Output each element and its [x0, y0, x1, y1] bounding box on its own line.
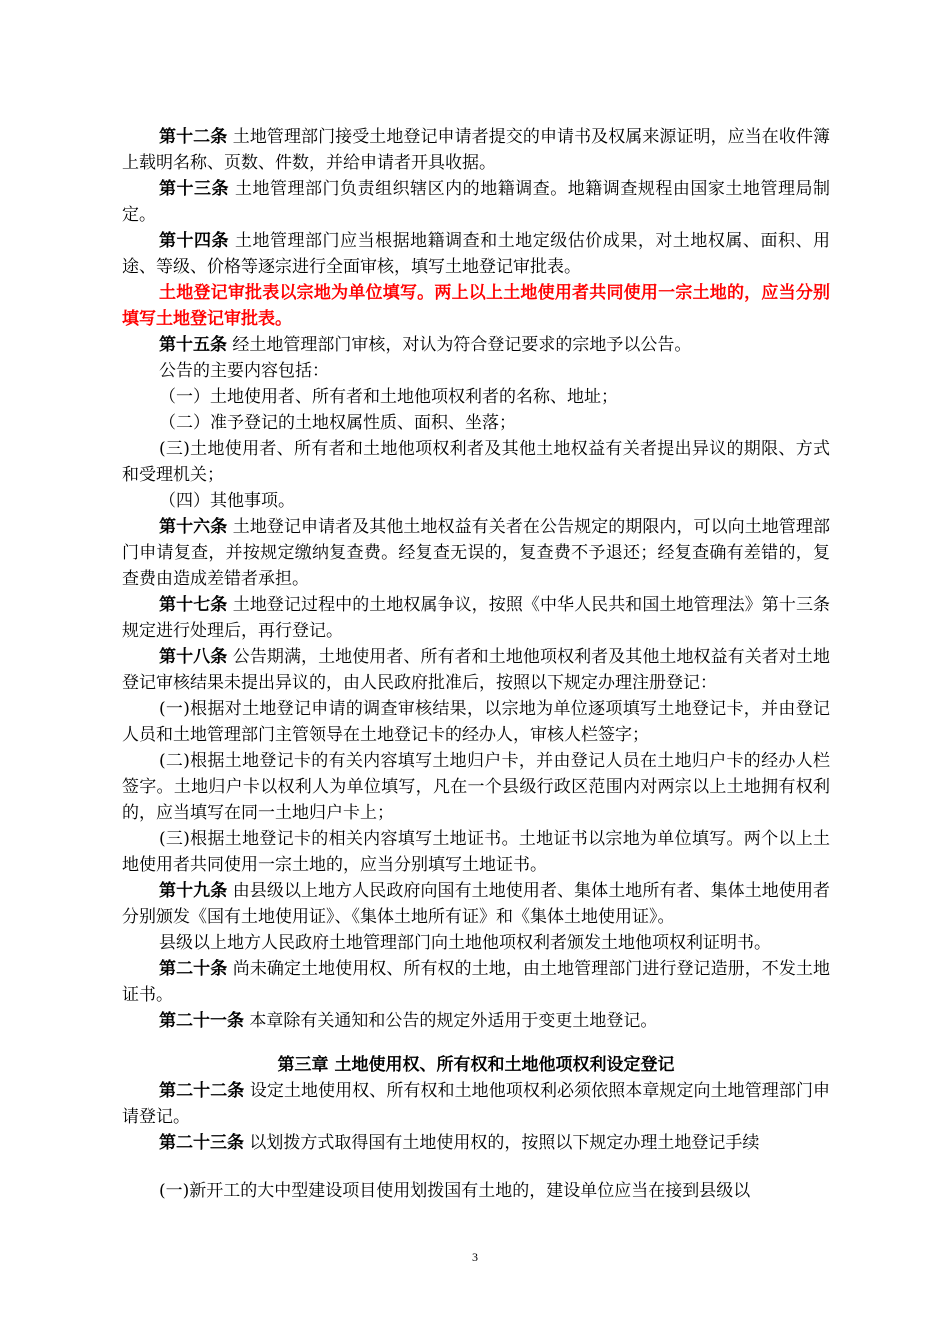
list-item-text: (一)新开工的大中型建设项目使用划拨国有土地的，建设单位应当在接到县级以	[159, 1181, 751, 1201]
document-body	[122, 124, 830, 1204]
paragraph	[122, 358, 830, 384]
list-item	[122, 436, 830, 488]
paragraph-text: 县级以上地方人民政府土地管理部门向土地他项权利者颁发土地他项权利证明书。	[159, 933, 771, 953]
list-item	[122, 488, 830, 514]
article-heading: 第十七条	[159, 595, 228, 615]
article-text: 土地管理部门负责组织辖区内的地籍调查。地籍调查规程由国家土地管理局制定。	[122, 179, 830, 225]
article-15	[122, 332, 830, 358]
chapter-title: 第三章 土地使用权、所有权和土地他项权利设定登记	[277, 1055, 675, 1075]
article-13	[122, 176, 830, 228]
list-item-text: (二)根据土地登记卡的有关内容填写土地归户卡，并由登记人员在土地归户卡的经办人栏签字。土地归户卡以权利人为单位填写，凡在一个县级行政区范围内对两宗以上土地拥有权利的，应当填写在同一土地归户卡上；	[122, 751, 830, 823]
article-23	[122, 1130, 830, 1156]
list-item	[122, 410, 830, 436]
article-heading: 第十八条	[159, 647, 228, 667]
article-heading: 第十四条	[159, 231, 230, 251]
article-heading: 第十六条	[159, 517, 228, 537]
article-text: 经土地管理部门审核，对认为符合登记要求的宗地予以公告。	[227, 335, 692, 355]
highlighted-red-paragraph	[122, 280, 830, 332]
list-item-text: (一)根据对土地登记申请的调查审核结果，以宗地为单位逐项填写土地登记卡，并由登记人员和土地管理部门主管领导在土地登记卡的经办人，审核人栏签字；	[122, 699, 830, 745]
article-20	[122, 956, 830, 1008]
article-16	[122, 514, 830, 592]
list-item-text: （二）准予登记的土地权属性质、面积、坐落；	[159, 413, 516, 433]
list-item-text: （四）其他事项。	[159, 491, 295, 511]
article-18	[122, 644, 830, 696]
article-19	[122, 878, 830, 930]
article-heading: 第十九条	[159, 881, 228, 901]
list-item-text: (三)土地使用者、所有者和土地他项权利者及其他土地权益有关者提出异议的期限、方式和受理机关；	[122, 439, 830, 485]
article-text: 由县级以上地方人民政府向国有土地使用者、集体土地所有者、集体土地使用者分别颁发《国有土地使用证》、《集体土地所有证》和《集体土地使用证》。	[122, 881, 831, 927]
list-item	[122, 696, 830, 748]
list-item	[122, 826, 830, 878]
article-heading: 第十五条	[159, 335, 227, 355]
article-21	[122, 1008, 830, 1034]
article-12	[122, 124, 830, 176]
article-22	[122, 1078, 830, 1130]
article-text: 土地登记审批表以宗地为单位填写。两上以上土地使用者共同使用一宗土地的，应当分别填写土地登记审批表。	[122, 283, 830, 329]
list-item-text: （一）土地使用者、所有者和土地他项权利者的名称、地址；	[159, 387, 618, 407]
article-text: 以划拨方式取得国有土地使用权的，按照以下规定办理土地登记手续	[244, 1133, 760, 1153]
article-text: 公告期满，土地使用者、所有者和土地他项权利者及其他土地权益有关者对土地登记审核结果未提出异议的，由人民政府批准后，按照以下规定办理注册登记：	[122, 647, 831, 693]
article-text: 尚未确定土地使用权、所有权的土地，由土地管理部门进行登记造册，不发土地证书。	[122, 959, 831, 1005]
article-heading: 第二十三条	[159, 1133, 244, 1153]
article-text: 本章除有关通知和公告的规定外适用于变更土地登记。	[244, 1011, 658, 1031]
article-17	[122, 592, 830, 644]
article-heading: 第二十一条	[159, 1011, 244, 1031]
article-text: 土地登记申请者及其他土地权益有关者在公告规定的期限内，可以向土地管理部门申请复查，并按规定缴纳复查费。经复查无误的，复查费不予退还；经复查确有差错的，复查费由造成差错者承担。	[122, 517, 831, 589]
page-number: 3	[472, 1250, 478, 1264]
article-heading: 第二十条	[159, 959, 228, 979]
list-item	[122, 748, 830, 826]
article-text: 土地管理部门接受土地登记申请者提交的申请书及权属来源证明，应当在收件簿上载明名称、页数、件数，并给申请者开具收据。	[122, 127, 831, 173]
article-text: 设定土地使用权、所有权和土地他项权利必须依照本章规定向土地管理部门申请登记。	[122, 1081, 831, 1127]
list-item-text: (三)根据土地登记卡的相关内容填写土地证书。土地证书以宗地为单位填写。两个以上土地使用者共同使用一宗土地的，应当分别填写土地证书。	[122, 829, 830, 875]
article-14	[122, 228, 830, 280]
article-heading: 第十二条	[159, 127, 228, 147]
article-text: 土地管理部门应当根据地籍调查和土地定级估价成果，对土地权属、面积、用途、等级、价格等逐宗进行全面审核，填写土地登记审批表。	[122, 231, 830, 277]
list-item	[122, 1178, 830, 1204]
article-heading: 第十三条	[159, 179, 230, 199]
article-heading: 第二十二条	[159, 1081, 245, 1101]
article-text: 土地登记过程中的土地权属争议，按照《中华人民共和国土地管理法》第十三条规定进行处理后，再行登记。	[122, 595, 831, 641]
paragraph-text: 公告的主要内容包括：	[159, 361, 329, 381]
paragraph	[122, 930, 830, 956]
list-item	[122, 384, 830, 410]
